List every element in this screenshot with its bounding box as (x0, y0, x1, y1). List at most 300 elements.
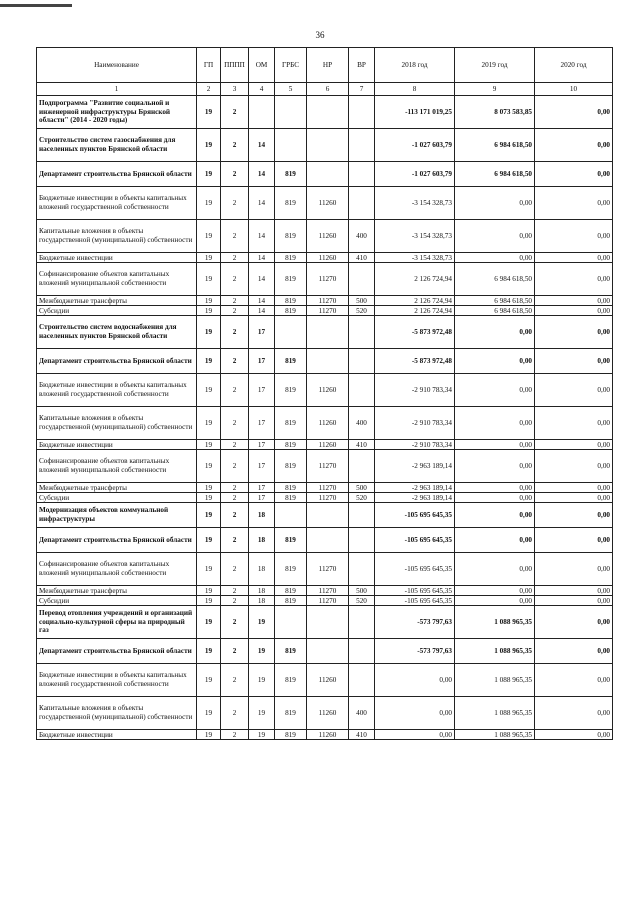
row-om: 17 (249, 493, 275, 503)
row-ppgp: 2 (221, 407, 249, 440)
row-vr (349, 316, 375, 349)
row-om: 17 (249, 450, 275, 483)
row-grbs: 819 (275, 528, 307, 553)
header-2020: 2020 год (535, 48, 613, 83)
row-2020: 0,00 (535, 374, 613, 407)
table-row (37, 96, 613, 129)
header-name: Наименование (37, 48, 197, 83)
table-row (37, 263, 613, 296)
row-gp: 19 (197, 349, 221, 374)
row-2018: 0,00 (375, 730, 455, 740)
row-om: 19 (249, 697, 275, 730)
row-om: 14 (249, 162, 275, 187)
row-2020: 0,00 (535, 220, 613, 253)
table-row (37, 374, 613, 407)
row-om: 18 (249, 586, 275, 596)
row-ppgp: 2 (221, 528, 249, 553)
row-vr (349, 528, 375, 553)
row-nr: 11270 (307, 483, 349, 493)
row-2020: 0,00 (535, 96, 613, 129)
row-vr (349, 450, 375, 483)
table-row (37, 129, 613, 162)
row-ppgp: 2 (221, 664, 249, 697)
row-vr (349, 606, 375, 639)
row-2019: 0,00 (455, 220, 535, 253)
row-2020: 0,00 (535, 493, 613, 503)
row-nr (307, 349, 349, 374)
row-2019: 0,00 (455, 253, 535, 263)
row-nr: 11260 (307, 374, 349, 407)
row-2019: 0,00 (455, 586, 535, 596)
row-name: Департамент строительства Брянской области (37, 349, 197, 374)
row-ppgp: 2 (221, 162, 249, 187)
row-vr: 500 (349, 483, 375, 493)
row-2019: 0,00 (455, 503, 535, 528)
row-grbs: 819 (275, 187, 307, 220)
row-grbs: 819 (275, 697, 307, 730)
row-om: 19 (249, 639, 275, 664)
row-om: 18 (249, 503, 275, 528)
row-2019: 6 984 618,50 (455, 263, 535, 296)
row-ppgp: 2 (221, 306, 249, 316)
row-name: Бюджетные инвестиции в объекты капитальных вложений государственной собственности (37, 664, 197, 697)
row-grbs: 819 (275, 162, 307, 187)
row-nr: 11260 (307, 440, 349, 450)
row-2018: -5 873 972,48 (375, 349, 455, 374)
row-2019: 0,00 (455, 187, 535, 220)
row-gp: 19 (197, 483, 221, 493)
row-name: Субсидии (37, 306, 197, 316)
row-grbs (275, 503, 307, 528)
table-row (37, 450, 613, 483)
row-nr: 11260 (307, 253, 349, 263)
row-nr: 11270 (307, 306, 349, 316)
row-om: 14 (249, 253, 275, 263)
row-om: 19 (249, 606, 275, 639)
row-gp: 19 (197, 528, 221, 553)
row-gp: 19 (197, 374, 221, 407)
row-2020: 0,00 (535, 187, 613, 220)
row-2020: 0,00 (535, 639, 613, 664)
row-name: Перевод отопления учреждений и организаций социально-культурной сферы на природный газ (37, 606, 197, 639)
row-grbs: 819 (275, 586, 307, 596)
row-vr (349, 374, 375, 407)
row-grbs: 819 (275, 296, 307, 306)
row-vr: 520 (349, 596, 375, 606)
row-name: Софинансирование объектов капитальных вложений муниципальной собственности (37, 553, 197, 586)
row-om: 17 (249, 316, 275, 349)
row-name: Капитальные вложения в объекты государственной (муниципальной) собственности (37, 697, 197, 730)
row-nr: 11270 (307, 450, 349, 483)
row-om: 18 (249, 553, 275, 586)
row-ppgp: 2 (221, 316, 249, 349)
row-2019: 6 984 618,50 (455, 129, 535, 162)
column-number: 4 (249, 83, 275, 96)
row-2019: 0,00 (455, 528, 535, 553)
row-gp: 19 (197, 296, 221, 306)
row-2019: 0,00 (455, 483, 535, 493)
row-nr: 11260 (307, 697, 349, 730)
row-gp: 19 (197, 606, 221, 639)
column-number-row (37, 83, 613, 96)
row-grbs: 819 (275, 440, 307, 450)
row-2018: -105 695 645,35 (375, 503, 455, 528)
row-2018: -105 695 645,35 (375, 586, 455, 596)
row-nr: 11260 (307, 187, 349, 220)
row-2020: 0,00 (535, 407, 613, 440)
row-nr (307, 129, 349, 162)
row-name: Модернизация объектов коммунальной инфраструктуры (37, 503, 197, 528)
row-name: Строительство систем газоснабжения для населенных пунктов Брянской области (37, 129, 197, 162)
row-nr (307, 316, 349, 349)
row-2020: 0,00 (535, 349, 613, 374)
row-ppgp: 2 (221, 586, 249, 596)
row-2018: 2 126 724,94 (375, 306, 455, 316)
row-ppgp: 2 (221, 349, 249, 374)
header-grbs: ГРБС (275, 48, 307, 83)
row-nr: 11260 (307, 407, 349, 440)
row-2019: 6 984 618,50 (455, 296, 535, 306)
row-grbs: 819 (275, 553, 307, 586)
row-2019: 0,00 (455, 596, 535, 606)
row-gp: 19 (197, 493, 221, 503)
row-2019: 1 088 965,35 (455, 730, 535, 740)
row-ppgp: 2 (221, 296, 249, 306)
row-vr (349, 664, 375, 697)
table-row (37, 306, 613, 316)
column-number: 6 (307, 83, 349, 96)
row-grbs (275, 606, 307, 639)
row-2019: 0,00 (455, 450, 535, 483)
row-2020: 0,00 (535, 450, 613, 483)
row-name: Субсидии (37, 493, 197, 503)
row-gp: 19 (197, 187, 221, 220)
row-2019: 1 088 965,35 (455, 664, 535, 697)
table-row (37, 586, 613, 596)
row-vr: 400 (349, 697, 375, 730)
row-2019: 6 984 618,50 (455, 306, 535, 316)
row-vr (349, 187, 375, 220)
row-nr: 11270 (307, 296, 349, 306)
row-vr (349, 162, 375, 187)
table-row (37, 253, 613, 263)
row-name: Капитальные вложения в объекты государственной (муниципальной) собственности (37, 407, 197, 440)
budget-table (36, 47, 613, 740)
row-2018: -1 027 603,79 (375, 162, 455, 187)
row-2020: 0,00 (535, 596, 613, 606)
row-2018: -105 695 645,35 (375, 596, 455, 606)
table-row (37, 697, 613, 730)
row-nr (307, 639, 349, 664)
table-row (37, 296, 613, 306)
row-grbs (275, 129, 307, 162)
row-om: 19 (249, 664, 275, 697)
row-2018: -2 910 783,34 (375, 374, 455, 407)
row-2019: 0,00 (455, 349, 535, 374)
row-vr: 520 (349, 493, 375, 503)
row-2018: -573 797,63 (375, 606, 455, 639)
column-number: 5 (275, 83, 307, 96)
row-grbs: 819 (275, 407, 307, 440)
column-number: 9 (455, 83, 535, 96)
row-name: Межбюджетные трансферты (37, 586, 197, 596)
table-row (37, 596, 613, 606)
header-row (37, 48, 613, 83)
scan-edge-mark (0, 4, 72, 7)
row-gp: 19 (197, 407, 221, 440)
row-name: Межбюджетные трансферты (37, 296, 197, 306)
row-2020: 0,00 (535, 553, 613, 586)
row-om (249, 96, 275, 129)
row-ppgp: 2 (221, 639, 249, 664)
table-row (37, 639, 613, 664)
row-ppgp: 2 (221, 606, 249, 639)
row-gp: 19 (197, 596, 221, 606)
header-2018: 2018 год (375, 48, 455, 83)
page-number: 36 (315, 30, 325, 40)
row-vr (349, 129, 375, 162)
row-nr (307, 528, 349, 553)
row-2020: 0,00 (535, 697, 613, 730)
row-2019: 1 088 965,35 (455, 697, 535, 730)
row-2019: 1 088 965,35 (455, 606, 535, 639)
row-nr: 11270 (307, 553, 349, 586)
row-vr: 400 (349, 407, 375, 440)
row-name: Бюджетные инвестиции (37, 730, 197, 740)
table-row (37, 730, 613, 740)
row-om: 18 (249, 528, 275, 553)
table-row (37, 162, 613, 187)
row-om: 14 (249, 129, 275, 162)
row-vr (349, 263, 375, 296)
column-number: 8 (375, 83, 455, 96)
row-ppgp: 2 (221, 730, 249, 740)
table-row (37, 349, 613, 374)
row-2018: -113 171 019,25 (375, 96, 455, 129)
row-gp: 19 (197, 220, 221, 253)
row-vr (349, 639, 375, 664)
table-row (37, 187, 613, 220)
row-nr: 11270 (307, 263, 349, 296)
row-om: 14 (249, 187, 275, 220)
row-om: 17 (249, 374, 275, 407)
row-vr (349, 349, 375, 374)
row-om: 14 (249, 296, 275, 306)
header-vr: ВР (349, 48, 375, 83)
row-2018: -2 963 189,14 (375, 450, 455, 483)
row-name: Межбюджетные трансферты (37, 483, 197, 493)
row-nr: 11270 (307, 586, 349, 596)
row-gp: 19 (197, 503, 221, 528)
header-2019: 2019 год (455, 48, 535, 83)
header-nr: НР (307, 48, 349, 83)
column-number: 10 (535, 83, 613, 96)
table-row (37, 483, 613, 493)
row-2020: 0,00 (535, 664, 613, 697)
row-2019: 0,00 (455, 553, 535, 586)
header-om: ОМ (249, 48, 275, 83)
row-2020: 0,00 (535, 296, 613, 306)
row-2019: 6 984 618,50 (455, 162, 535, 187)
row-om: 17 (249, 349, 275, 374)
row-ppgp: 2 (221, 374, 249, 407)
row-gp: 19 (197, 96, 221, 129)
row-ppgp: 2 (221, 450, 249, 483)
row-grbs: 819 (275, 664, 307, 697)
row-nr: 11270 (307, 596, 349, 606)
row-name: Бюджетные инвестиции в объекты капитальных вложений государственной собственности (37, 187, 197, 220)
row-name: Департамент строительства Брянской области (37, 162, 197, 187)
row-ppgp: 2 (221, 263, 249, 296)
row-gp: 19 (197, 450, 221, 483)
row-ppgp: 2 (221, 553, 249, 586)
row-name: Департамент строительства Брянской области (37, 639, 197, 664)
row-gp: 19 (197, 639, 221, 664)
row-2018: -3 154 328,73 (375, 187, 455, 220)
row-ppgp: 2 (221, 697, 249, 730)
table-row (37, 493, 613, 503)
row-2019: 0,00 (455, 493, 535, 503)
row-ppgp: 2 (221, 596, 249, 606)
row-vr (349, 553, 375, 586)
row-ppgp: 2 (221, 440, 249, 450)
row-2019: 8 073 583,85 (455, 96, 535, 129)
row-ppgp: 2 (221, 129, 249, 162)
row-2018: -5 873 972,48 (375, 316, 455, 349)
row-nr (307, 96, 349, 129)
row-2020: 0,00 (535, 253, 613, 263)
column-number: 2 (197, 83, 221, 96)
row-om: 17 (249, 483, 275, 493)
row-nr: 11260 (307, 220, 349, 253)
row-gp: 19 (197, 664, 221, 697)
row-2018: 0,00 (375, 697, 455, 730)
row-2020: 0,00 (535, 730, 613, 740)
row-vr: 410 (349, 253, 375, 263)
column-number: 7 (349, 83, 375, 96)
row-nr (307, 162, 349, 187)
row-gp: 19 (197, 253, 221, 263)
row-2019: 0,00 (455, 407, 535, 440)
row-name: Капитальные вложения в объекты государственной (муниципальной) собственности (37, 220, 197, 253)
row-2020: 0,00 (535, 263, 613, 296)
row-gp: 19 (197, 263, 221, 296)
row-name: Строительство систем водоснабжения для населенных пунктов Брянской области (37, 316, 197, 349)
row-name: Департамент строительства Брянской области (37, 528, 197, 553)
row-gp: 19 (197, 306, 221, 316)
row-2020: 0,00 (535, 483, 613, 493)
row-2020: 0,00 (535, 440, 613, 450)
row-grbs: 819 (275, 374, 307, 407)
row-name: Софинансирование объектов капитальных вложений муниципальной собственности (37, 450, 197, 483)
row-gp: 19 (197, 129, 221, 162)
row-2020: 0,00 (535, 586, 613, 596)
row-grbs: 819 (275, 306, 307, 316)
row-vr: 400 (349, 220, 375, 253)
row-gp: 19 (197, 697, 221, 730)
row-2018: 2 126 724,94 (375, 263, 455, 296)
row-2020: 0,00 (535, 528, 613, 553)
row-gp: 19 (197, 586, 221, 596)
row-om: 14 (249, 263, 275, 296)
row-nr: 11260 (307, 664, 349, 697)
row-2018: -2 963 189,14 (375, 483, 455, 493)
table-row (37, 528, 613, 553)
row-nr (307, 503, 349, 528)
row-2018: -2 910 783,34 (375, 407, 455, 440)
row-vr (349, 96, 375, 129)
row-2018: -2 910 783,34 (375, 440, 455, 450)
row-ppgp: 2 (221, 253, 249, 263)
row-2018: -573 797,63 (375, 639, 455, 664)
row-2019: 0,00 (455, 440, 535, 450)
row-grbs: 819 (275, 450, 307, 483)
row-2020: 0,00 (535, 162, 613, 187)
row-om: 14 (249, 220, 275, 253)
row-name: Софинансирование объектов капитальных вложений муниципальной собственности (37, 263, 197, 296)
row-name: Бюджетные инвестиции (37, 440, 197, 450)
row-2018: 2 126 724,94 (375, 296, 455, 306)
row-om: 19 (249, 730, 275, 740)
row-grbs: 819 (275, 220, 307, 253)
row-2018: -105 695 645,35 (375, 528, 455, 553)
row-ppgp: 2 (221, 220, 249, 253)
table-row (37, 664, 613, 697)
row-grbs: 819 (275, 253, 307, 263)
row-ppgp: 2 (221, 483, 249, 493)
row-ppgp: 2 (221, 96, 249, 129)
table-row (37, 407, 613, 440)
row-name: Бюджетные инвестиции (37, 253, 197, 263)
row-om: 14 (249, 306, 275, 316)
row-vr: 520 (349, 306, 375, 316)
row-om: 18 (249, 596, 275, 606)
row-gp: 19 (197, 553, 221, 586)
row-2018: -2 963 189,14 (375, 493, 455, 503)
row-2019: 0,00 (455, 316, 535, 349)
row-vr: 410 (349, 730, 375, 740)
row-grbs: 819 (275, 483, 307, 493)
row-name: Бюджетные инвестиции в объекты капитальных вложений государственной собственности (37, 374, 197, 407)
row-om: 17 (249, 407, 275, 440)
row-grbs (275, 316, 307, 349)
table-row (37, 606, 613, 639)
table-row (37, 316, 613, 349)
row-grbs: 819 (275, 639, 307, 664)
row-2018: -1 027 603,79 (375, 129, 455, 162)
row-ppgp: 2 (221, 503, 249, 528)
table-row (37, 553, 613, 586)
row-ppgp: 2 (221, 493, 249, 503)
row-2018: -3 154 328,73 (375, 220, 455, 253)
table-row (37, 440, 613, 450)
row-2018: 0,00 (375, 664, 455, 697)
row-2020: 0,00 (535, 306, 613, 316)
row-name: Подпрограмма "Развитие социальной и инженерной инфраструктуры Брянской области" (2014 - 2020 годы) (37, 96, 197, 129)
row-2018: -3 154 328,73 (375, 253, 455, 263)
row-vr: 410 (349, 440, 375, 450)
row-grbs (275, 96, 307, 129)
table-row (37, 503, 613, 528)
row-2018: -105 695 645,35 (375, 553, 455, 586)
row-grbs: 819 (275, 349, 307, 374)
row-2020: 0,00 (535, 129, 613, 162)
header-gp: ГП (197, 48, 221, 83)
row-grbs: 819 (275, 596, 307, 606)
row-2020: 0,00 (535, 606, 613, 639)
row-gp: 19 (197, 316, 221, 349)
row-vr (349, 503, 375, 528)
